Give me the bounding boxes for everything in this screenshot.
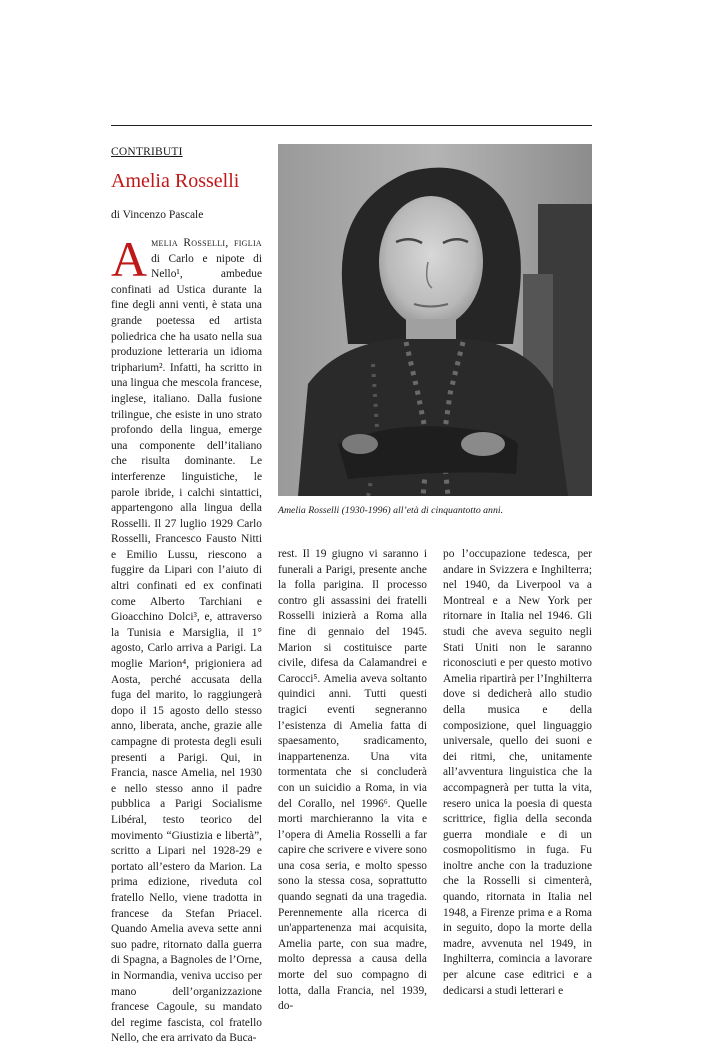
text-column-1 [111, 231, 262, 1047]
top-rule [111, 125, 592, 126]
article-title: Amelia Rosselli [111, 170, 240, 192]
column-3-text: po l’occupazione tedesca, per andare in Svizzera e Inghilterra; nel 1940, da Liverpool va a Montreal e a New York per ritornare in Italia nel 1946. Gli studi che aveva seguito negli Stati Uniti non le saranno riconosciuti e per questo motivo Amelia ripartirà per l’Inghilterra dove si dedicherà allo studio della musica e della composizione, quel linguaggio universale, quello dei suoni e dei ritmi, che, unitamente all’avventura linguistica che la accompagnerà per tutta la vita, resero unica la poesia di questa scrittrice, figlia della seconda guerra mondiale e di un cosmopolitismo in fuga. Fu inoltre anche con la traduzione che la Rosselli si cimenterà, quando, ritornata in Italia nel 1948, a Firenze prima e a Roma in seguito, dopo la morte della madre, avvenuta nel 1949, in Inghilterra, comincia a lavorare per alcune case editrici e a dedicarsi a studi letterari e [443, 548, 592, 997]
column-2-text: rest. Il 19 giugno vi saranno i funerali a Parigi, presente anche la folla parigina. Il processo contro gli assassini dei fratelli Rosselli inizierà a Roma alla fine di gennaio del 1945. Marion si costituisce parte civile, difesa da Calamandrei e Carocci⁵. Amelia aveva soltanto quindici anni. Tutti questi tragici eventi segneranno l’esistenza di Amelia fatta di spaesamento, sradicamento, inappartenenza. Una vita tormentata che si concluderà con un suicidio a Roma, in via del Corallo, nel 1996⁶. Quelle morti marchieranno la vita e l’opera di Amelia Rosselli a far capire che scrivere e vivere sono una cosa seria, e molto spesso sono la stessa cosa, soprattutto quando segnati da una tragedia. Perennemente alla ricerca di un'appartenenza mai acquisita, Amelia parte, con sua madre, molto depressa a causa della morte del suo compagno di lotta, dalla Francia, nel 1939, do- [278, 548, 427, 1013]
column-1-text: di Carlo e nipote di Nello¹, ambedue confinati ad Ustica durante la fine degli anni venti, è stata una grande poetessa ed artista poliedrica che ha usato nella sua produzione letteraria un idioma tripharium². Infatti, ha scritto in una lingua che mescola francese, inglese, italiano. Dalla fusione trilingue, che esiste in uno strato profondo della lingua, emerge una componente dell’italiano che risulta dominante. Le interferenze linguistiche, le parole ibride, i calchi sintattici, appartengono alla lingua della Rosselli. Il 27 luglio 1929 Carlo Rosselli, Francesco Fausto Nitti e Emilio Lussu, riescono a fuggire da Lipari con l’aiuto di altri confinati ed ex confinati come Alberto Tarchiani e Gioacchino Dolci³, e, attraverso la Tunisia e Marsiglia, il 1° agosto, Carlo arriva a Parigi. La moglie Marion⁴, prigioniera ad Aosta, perché accusata della fuga del marito, lo raggiungerà dopo il 15 agosto dello stesso anno, liberata, anche, grazie alle campagne di protesta degli esuli presenti a Parigi. Qui, in Francia, nasce Amelia, nel 1930 e nello stesso anno il padre pubblica a Parigi Socialisme Libéral, testo teorico del movimento “Giustizia e libertà”, scritto a Lipari nel 1928-29 e portato all’estero da Marion. La prima edizione, riveduta col fratello Nello, viene tradotta in francese da Stefan Priacel. Quando Amelia aveva sette anni suo padre, ritornato dalla guerra di Spagna, a Bagnoles de l’Orne, in Normandia, veniva ucciso per mano dell’organizzazione francese Cagoule, su mandato del regime fascista, col fratello Nello, che era arrivato da Buca- [111, 252, 262, 1045]
portrait-photo [278, 144, 592, 496]
author-line: di Vincenzo Pascale [111, 209, 204, 221]
lead-smallcaps: melia Rosselli, figlia [151, 237, 262, 249]
section-label: CONTRIBUTI [111, 146, 183, 158]
drop-cap: A [111, 231, 148, 287]
portrait-image [278, 144, 592, 496]
photo-caption: Amelia Rosselli (1930-1996) all’età di cinquantotto anni. [278, 505, 504, 516]
text-column-3 [443, 547, 592, 999]
text-column-2 [278, 547, 427, 1015]
